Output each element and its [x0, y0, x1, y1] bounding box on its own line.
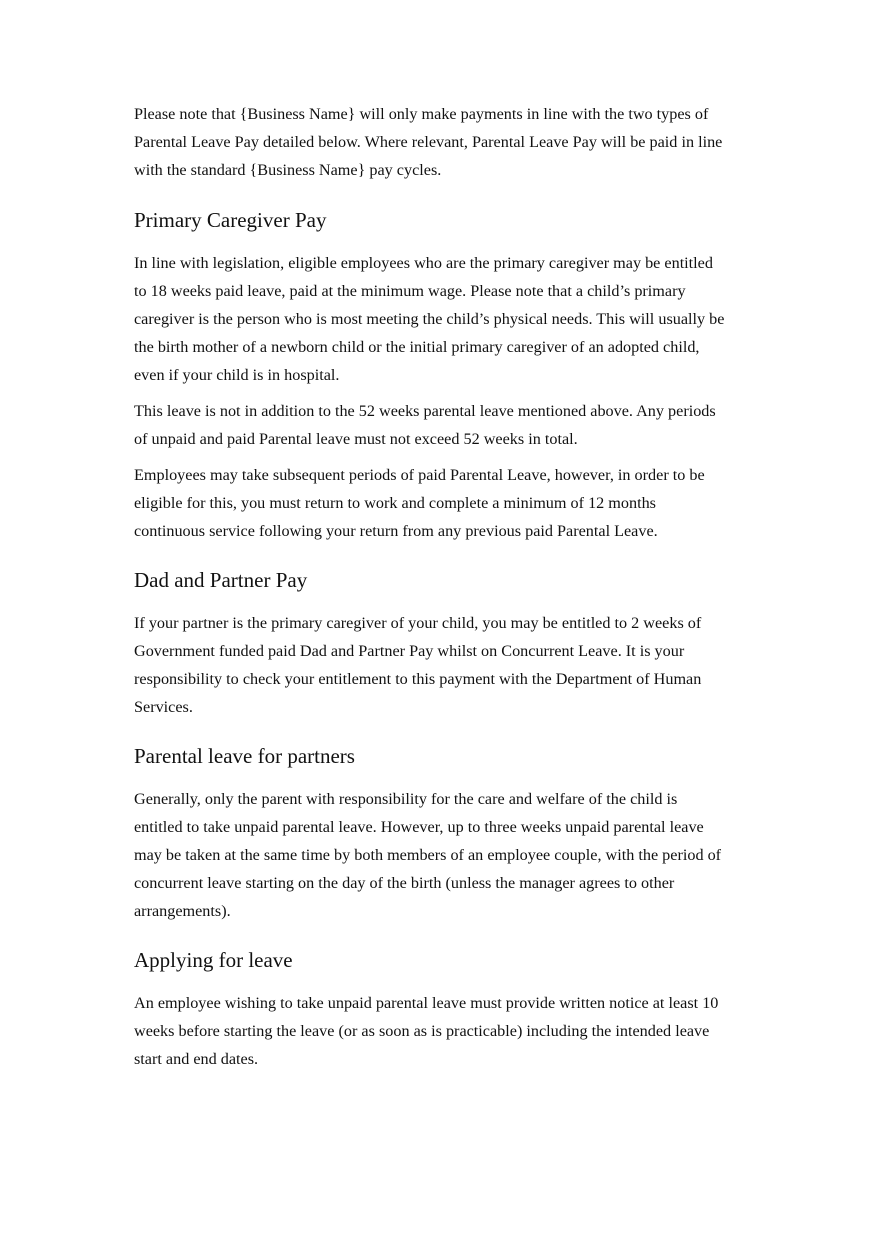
section-heading: Dad and Partner Pay: [134, 568, 308, 592]
document-page: [134, 100, 726, 1073]
section-paragraph: Employees may take subsequent periods of paid Parental Leave, however, in order to be eligible for this, you must return to work and complete a minimum of 12 months continuous service following your return from any previous paid Parental Leave.: [134, 466, 705, 540]
intro-paragraph: Please note that {Business Name} will only make payments in line with the two types of Parental Leave Pay detailed below. Where relevant, Parental Leave Pay will be paid in line with the standard {Business Name} pay cycles.: [134, 105, 723, 179]
section-paragraph: Generally, only the parent with responsibility for the care and welfare of the child is entitled to take unpaid parental leave. However, up to three weeks unpaid parental leave may be taken at the same time by both members of an employee couple, with the period of concurrent leave starting on the day of the birth (unless the manager agrees to other arrangements).: [134, 790, 722, 920]
section-paragraph: If your partner is the primary caregiver of your child, you may be entitled to 2 weeks of Government funded paid Dad and Partner Pay whilst on Concurrent Leave. It is your responsibility to check your entitlement to this payment with the Department of Human Services.: [134, 614, 702, 716]
section-dad-and-partner-pay: [134, 566, 726, 721]
section-paragraph: This leave is not in addition to the 52 weeks parental leave mentioned above. Any periods of unpaid and paid Parental leave must not exceed 52 weeks in total.: [134, 402, 716, 448]
section-applying-for-leave: [134, 946, 726, 1073]
section-paragraph: In line with legislation, eligible employees who are the primary caregiver may be entitled to 18 weeks paid leave, paid at the minimum wage. Please note that a child’s primary caregiver is the person who is most meeting the child’s physical needs. This will usually be the birth mother of a newborn child or the initial primary caregiver of an adopted child, even if your child is in hospital.: [134, 254, 725, 384]
section-heading: Primary Caregiver Pay: [134, 208, 327, 232]
section-paragraph: An employee wishing to take unpaid parental leave must provide written notice at least 10 weeks before starting the leave (or as soon as is practicable) including the intended leave start and end dates.: [134, 994, 719, 1068]
section-parental-leave-for-partners: [134, 742, 726, 925]
section-primary-caregiver-pay: [134, 206, 726, 545]
section-heading: Parental leave for partners: [134, 744, 355, 768]
section-heading: Applying for leave: [134, 948, 293, 972]
